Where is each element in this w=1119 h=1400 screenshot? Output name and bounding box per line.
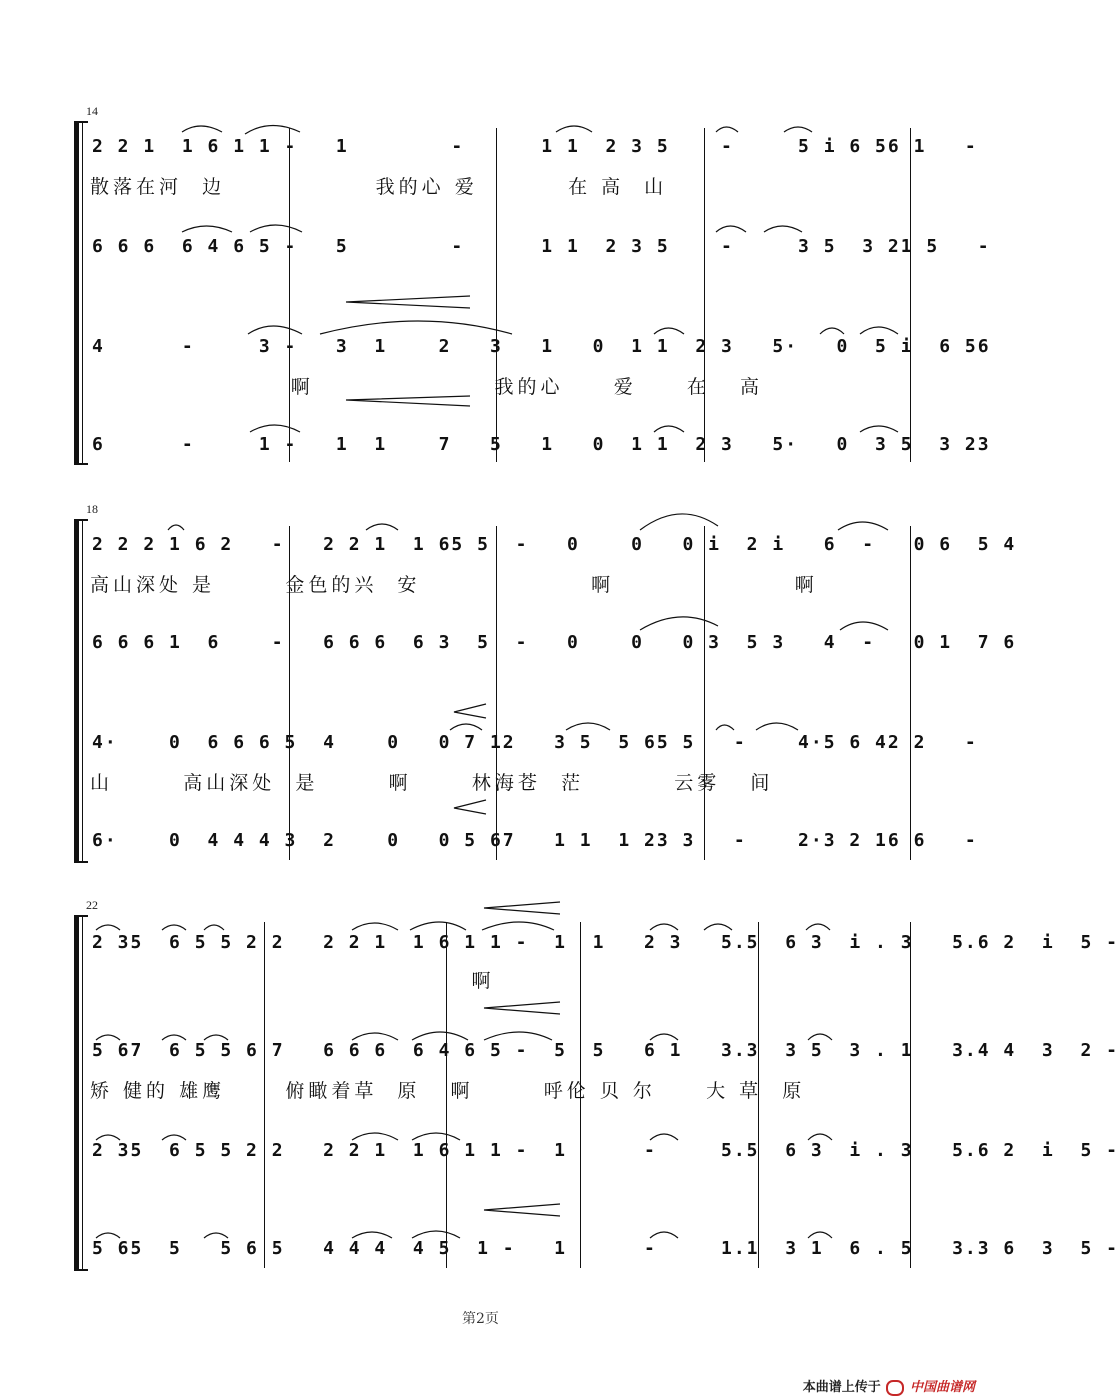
alto-notes: 6 6 6 1 6 - 6 6 6 6 3 5 - 0 0 0 3 5 3 4 - 0 1 7 6 [92, 632, 1017, 653]
tenor-lyrics: 啊 我的心 爱 在 高 [90, 376, 764, 398]
upload-credit [803, 1376, 975, 1396]
tenor-lyrics: 山 高山深处 是 啊 林海苍 茫 云雾 间 [90, 772, 774, 794]
soprano-notes: 2 2 1 1 6 1 1 - 1 - 1 1 2 3 5 - 5 i 6 56 1 - [92, 136, 978, 157]
bass-notes: 6· 0 4 4 4 3 2 0 0 5 67 1 1 1 23 3 - 2·3 2 16 6 - [92, 830, 978, 851]
system-bracket-line [82, 520, 83, 862]
system-bracket-line [82, 122, 83, 464]
alto-notes: 6 6 6 6 4 6 5 - 5 - 1 1 2 3 5 - 3 5 3 21 5 - [92, 236, 991, 257]
tenor-notes: 2 35 6 5 5 2 2 2 2 1 1 6 1 1 - 1 - 5.5 6 3 i . 3 5.6 2 i 5 - [92, 1140, 1119, 1161]
barline [910, 128, 911, 462]
system-bracket [74, 122, 79, 464]
soprano-lyrics: 高山深处 是 金色的兴 安 啊 啊 [90, 574, 818, 596]
system-bracket [74, 916, 79, 1270]
soprano-lyrics: 啊 [90, 970, 495, 992]
site-logo-icon [886, 1380, 904, 1396]
measure-number: 22 [86, 898, 98, 912]
bass-notes: 5 65 5 5 6 5 4 4 4 4 5 1 - 1 - 1.1 3 1 6 . 5 3.3 6 3 5 - [92, 1238, 1119, 1259]
barline [704, 128, 705, 462]
tenor-notes: 4· 0 6 6 6 5 4 0 0 7 12 3 5 5 65 5 - 4·5 6 42 2 - [92, 732, 978, 753]
tenor-notes: 4 - 3 - 3 1 2 3 1 0 1 1 2 3 5· 0 5 i 6 56 [92, 336, 991, 357]
page-number: 第2页 [462, 1311, 499, 1327]
alto-lyrics: 矫 健的 雄鹰 俯瞰着草 原 啊 呼伦 贝 尔 大 草 原 [90, 1080, 806, 1102]
system-bracket-line [82, 916, 83, 1270]
system-bracket [74, 520, 79, 862]
measure-number: 14 [86, 104, 98, 118]
soprano-notes: 2 35 6 5 5 2 2 2 2 1 1 6 1 1 - 1 1 2 3 5.5 6 3 i . 3 5.6 2 i 5 - [92, 932, 1119, 953]
site-brand[interactable]: 中国曲谱网 [909, 1379, 975, 1394]
measure-number: 18 [86, 502, 98, 516]
soprano-notes: 2 2 2 1 6 2 - 2 2 1 1 65 5 - 0 0 0 i 2 i 6 - 0 6 5 4 [92, 534, 1017, 555]
barline [910, 922, 911, 1268]
bass-notes: 6 - 1 - 1 1 7 5 1 0 1 1 2 3 5· 0 3 5 3 23 [92, 434, 991, 455]
barline [910, 526, 911, 860]
soprano-lyrics: 散落在河 边 我的心 爱 在 高 山 [90, 176, 668, 198]
credit-text: 本曲谱上传于 [802, 1379, 881, 1394]
alto-notes: 5 67 6 5 5 6 7 6 6 6 6 4 6 5 - 5 5 6 1 3.3 3 5 3 . 1 3.4 4 3 2 - [92, 1040, 1119, 1061]
